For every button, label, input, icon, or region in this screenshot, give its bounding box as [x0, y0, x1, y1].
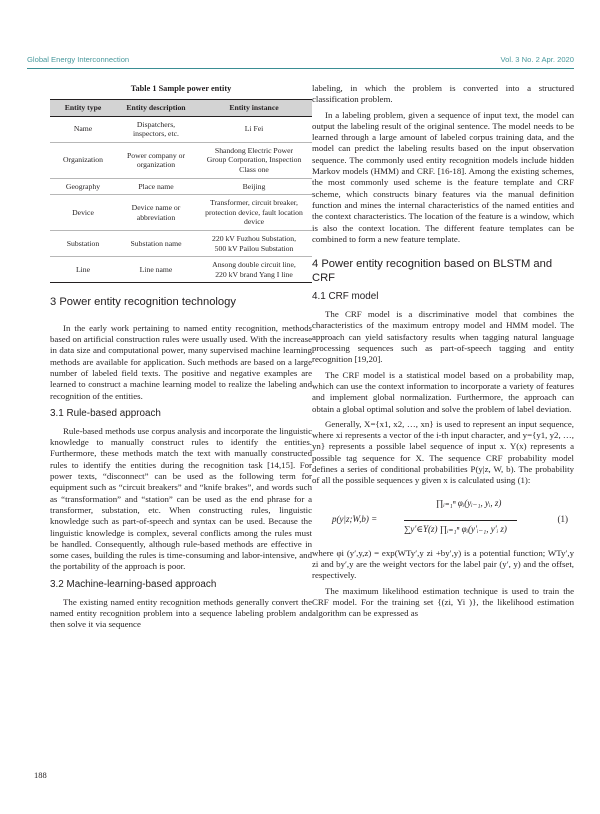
table-cell: Place name [116, 178, 196, 195]
table-row [50, 116, 312, 142]
table-cell: Geography [50, 178, 116, 195]
table-cell: Li Fei [196, 116, 312, 142]
table-cell: Ansong double circuit line, 220 kV brand Yang I line [196, 257, 312, 283]
crf-paragraph-3: Generally, X={x1, x2, …, xn} is used to represent an input sequence, where xi represents a vector of the i-th input character, and y={y1, y2, …, yn} represents a possible label sequence of input x. Y(x) represents a possible tag sequence for X. The sequence CRF probability model defines a series of conditional probabilities P(y|z, W, b). The probability of all the possible sequences y given x is calculated using (1): [312, 418, 574, 486]
section-3-1-paragraph: Rule-based methods use corpus analysis and incorporate the linguistic knowledge to manually construct rules to identify the entities. Furthermore, these methods match the text with manually constructed rules to identify the entities during the recognition task [14,15]. For power texts, “disconnect” can be used as the following term for equipment such as “circuit breakers” and “knife brakes”, and words such as “transformation” and “station” can be used as the end phrase for a transformer, substation, etc. When constructing rules, linguistic knowledge such as part-of-speech and syntax can be used. Because the linguistic knowledge is complex, several conflicts among the rules must be handled. Consequently, although rule-based methods are effective in some cases, building the rules is time-consuming and labor-intensive, and the portability of the approach is poor. [50, 425, 312, 572]
table-cell: Line name [116, 257, 196, 283]
table-header-cell: Entity instance [196, 100, 312, 117]
table-cell: Dispatchers, inspectors, etc. [116, 116, 196, 142]
header-rule [27, 68, 574, 69]
crf-paragraph-5: The maximum likelihood estimation technique is used to train the CRF model. For the training set {(zi, Yi )}, the likelihood estimation algorithm can be expressed as [312, 585, 574, 619]
table-row [50, 230, 312, 256]
labeling-paragraph: In a labeling problem, given a sequence of input text, the model can output the labeling result of the original sentence. The model needs to be learned through a large amount of labeled corpus training data, and the model can predict the labeling results based on the input observation sequence. The commonly used entity recognition models include hidden Markov models (HMM) and CRF. [16-18]. Among the existing schemes, the most commonly used scheme is the feature template and CRF scheme, which constructs binary features via the manual definition function and mines the internal characteristics of the named entities and the context characteristics. The location of the feature is a window, which is also the context location. The different feature templates can be combined to form a new feature template. [312, 109, 574, 244]
section-3-heading: 3 Power entity recognition technology [50, 296, 236, 309]
table-cell: Shandong Electric Power Group Corporation, Inspection Class one [196, 142, 312, 178]
page-number: 188 [34, 770, 47, 780]
volume-info: Vol. 3 No. 2 Apr. 2020 [500, 55, 574, 64]
table-cell: Device name or abbreviation [116, 195, 196, 231]
continued-paragraph: labeling, in which the problem is converted into a structured classification problem. [312, 83, 574, 105]
equation-number: (1) [557, 513, 568, 524]
table-caption: Table 1 Sample power entity [130, 84, 232, 93]
section-3-paragraph: In the early work pertaining to named entity recognition, methods based on artificial construction rules were usually used. With the increase in data size and computational power, many supervised machine learning methods are available for application. Such methods are based on a large number of labeled field texts. The positive and negative examples are learned to construct a machine learning model to realize the labeling and recognition of the entities. [50, 322, 312, 401]
table-cell: Organization [50, 142, 116, 178]
section-3-2-paragraph: The existing named entity recognition methods generally convert the named entity recognition problem into a sequence labeling problem and then solve it via sequence [50, 596, 312, 630]
fraction-bar [404, 520, 517, 521]
table-cell: Device [50, 195, 116, 231]
journal-name: Global Energy Interconnection [27, 55, 130, 64]
equation-1 [312, 493, 574, 545]
table-header-cell: Entity type [50, 100, 116, 117]
equation-denominator: ∑y′∈Y(z) ∏ᵢ₌₁ⁿ φᵢ(y′ᵢ₋₁, y′ᵢ z) [404, 523, 507, 534]
table-cell: Line [50, 257, 116, 283]
table-row [50, 195, 312, 231]
table-cell: Beijing [196, 178, 312, 195]
table-cell: 220 kV Fuzhou Substation, 500 kV Pailou Substation [196, 230, 312, 256]
table-header-cell: Entity description [116, 100, 196, 117]
crf-paragraph-4: where φi (y′,y,z) = exp(WTy′,y zi +by′,y) is a potential function; WTy′,y zi and by′,y are the weight vectors for the label pair (y′, y) and the offset, respectively. [312, 547, 574, 581]
table-cell: Substation name [116, 230, 196, 256]
equation-numerator: ∏ᵢ₌₁ⁿ φᵢ(yᵢ₋₁, yᵢ, z) [436, 497, 502, 508]
table-row [50, 142, 312, 178]
section-4-heading: 4 Power entity recognition based on BLSTM and CRF [312, 258, 553, 284]
entity-table [50, 99, 312, 283]
right-column [312, 83, 574, 619]
crf-paragraph-1: The CRF model is a discriminative model that combines the characteristics of the maximum entropy model and HMM model. The approach can yield satisfactory results when tagging natural language processing sequences such as part-of-speech tagging and entity recognition [19,20]. [312, 309, 574, 365]
table-cell: Power company or organization [116, 142, 196, 178]
equation-body [312, 493, 527, 545]
table-row [50, 257, 312, 283]
section-3-2-heading: 3.2 Machine-learning-based approach [50, 578, 217, 590]
equation-lhs: p(y|z;W,b) = [332, 513, 378, 524]
section-3-1-heading: 3.1 Rule-based approach [50, 407, 161, 419]
table-row [50, 178, 312, 195]
table-cell: Substation [50, 230, 116, 256]
section-4-1-heading: 4.1 CRF model [312, 291, 379, 303]
left-column [50, 82, 312, 631]
crf-paragraph-2: The CRF model is a statistical model based on a probability map, which can use the context information to incorporate a variety of features and implement global normalization. Furthermore, the approach can obtain a global optimal solution and solve the problem of label deviation. [312, 369, 574, 414]
table-cell: Name [50, 116, 116, 142]
table-cell: Transformer, circuit breaker, protection device, fault location device [196, 195, 312, 231]
table-header-row [50, 100, 312, 117]
